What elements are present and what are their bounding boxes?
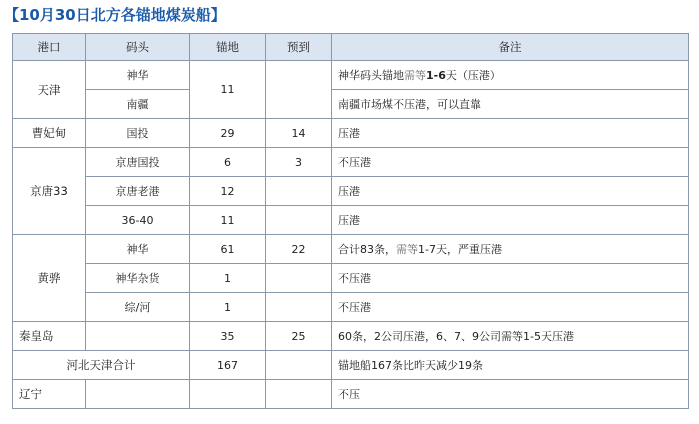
note-text: 1-6 <box>426 69 446 82</box>
eta-cell: 22 <box>266 235 332 264</box>
dock-cell <box>86 322 190 351</box>
eta-cell: 25 <box>266 322 332 351</box>
note-text: 天（压港） <box>445 69 501 82</box>
dock-cell: 京唐老港 <box>86 177 190 206</box>
table-row <box>13 206 689 235</box>
anchorage-cell: 167 <box>190 351 266 380</box>
eta-cell <box>266 380 332 409</box>
eta-cell <box>266 177 332 206</box>
note-cell: 不压 <box>332 380 689 409</box>
table-row <box>13 61 689 90</box>
header-anchorage: 锚地 <box>190 34 266 61</box>
table-row <box>13 380 689 409</box>
note-text: ，严重压港 <box>446 243 502 256</box>
dock-cell: 36-40 <box>86 206 190 235</box>
anchorage-cell: 1 <box>190 264 266 293</box>
table-row <box>13 148 689 177</box>
note-cell: 锚地船167条比昨天减少19条 <box>332 351 689 380</box>
port-cell: 黄骅 <box>13 235 86 322</box>
eta-cell: 14 <box>266 119 332 148</box>
total-label-cell: 河北天津合计 <box>13 351 190 380</box>
port-cell: 秦皇岛 <box>13 322 86 351</box>
note-cell: 南疆市场煤不压港，可以直靠 <box>332 90 689 119</box>
dock-cell: 神华 <box>86 235 190 264</box>
note-cell <box>332 61 689 90</box>
note-text: 神华码头锚地 <box>338 69 404 82</box>
note-text: 1-7天 <box>418 243 447 256</box>
port-cell: 辽宁 <box>13 380 86 409</box>
anchorage-cell: 6 <box>190 148 266 177</box>
dock-cell: 京唐国投 <box>86 148 190 177</box>
anchorage-cell: 12 <box>190 177 266 206</box>
eta-cell <box>266 351 332 380</box>
table-row <box>13 351 689 380</box>
port-cell: 天津 <box>13 61 86 119</box>
dock-cell: 南疆 <box>86 90 190 119</box>
dock-cell: 神华杂货 <box>86 264 190 293</box>
eta-cell: 3 <box>266 148 332 177</box>
note-cell: 不压港 <box>332 293 689 322</box>
anchorage-table <box>12 33 689 409</box>
note-cell: 60条，2公司压港，6、7、9公司需等1-5天压港 <box>332 322 689 351</box>
note-text: 需等 <box>396 243 418 256</box>
table-row <box>13 293 689 322</box>
anchorage-cell <box>190 380 266 409</box>
anchorage-cell: 11 <box>190 61 266 119</box>
header-port: 港口 <box>13 34 86 61</box>
table-row <box>13 119 689 148</box>
anchorage-cell: 29 <box>190 119 266 148</box>
note-cell: 压港 <box>332 206 689 235</box>
dock-cell: 神华 <box>86 61 190 90</box>
note-cell: 压港 <box>332 177 689 206</box>
anchorage-cell: 35 <box>190 322 266 351</box>
dock-cell: 综/河 <box>86 293 190 322</box>
dock-cell <box>86 380 190 409</box>
table-row <box>13 177 689 206</box>
port-cell: 京唐33 <box>13 148 86 235</box>
header-note: 备注 <box>332 34 689 61</box>
table-row <box>13 90 689 119</box>
table-row <box>13 322 689 351</box>
anchorage-cell: 61 <box>190 235 266 264</box>
page-title: 【10月30日北方各锚地煤炭船】 <box>4 6 226 24</box>
dock-cell: 国投 <box>86 119 190 148</box>
note-cell: 不压港 <box>332 148 689 177</box>
header-eta: 预到 <box>266 34 332 61</box>
table-row <box>13 235 689 264</box>
note-text: 合计83条， <box>338 243 396 256</box>
note-cell <box>332 235 689 264</box>
table-row <box>13 264 689 293</box>
port-cell: 曹妃甸 <box>13 119 86 148</box>
eta-cell <box>266 293 332 322</box>
eta-cell <box>266 264 332 293</box>
eta-cell <box>266 206 332 235</box>
header-dock: 码头 <box>86 34 190 61</box>
anchorage-cell: 1 <box>190 293 266 322</box>
eta-cell <box>266 61 332 119</box>
note-cell: 压港 <box>332 119 689 148</box>
anchorage-cell: 11 <box>190 206 266 235</box>
table-header-row <box>13 34 689 61</box>
note-text: 需等 <box>404 69 426 82</box>
note-cell: 不压港 <box>332 264 689 293</box>
